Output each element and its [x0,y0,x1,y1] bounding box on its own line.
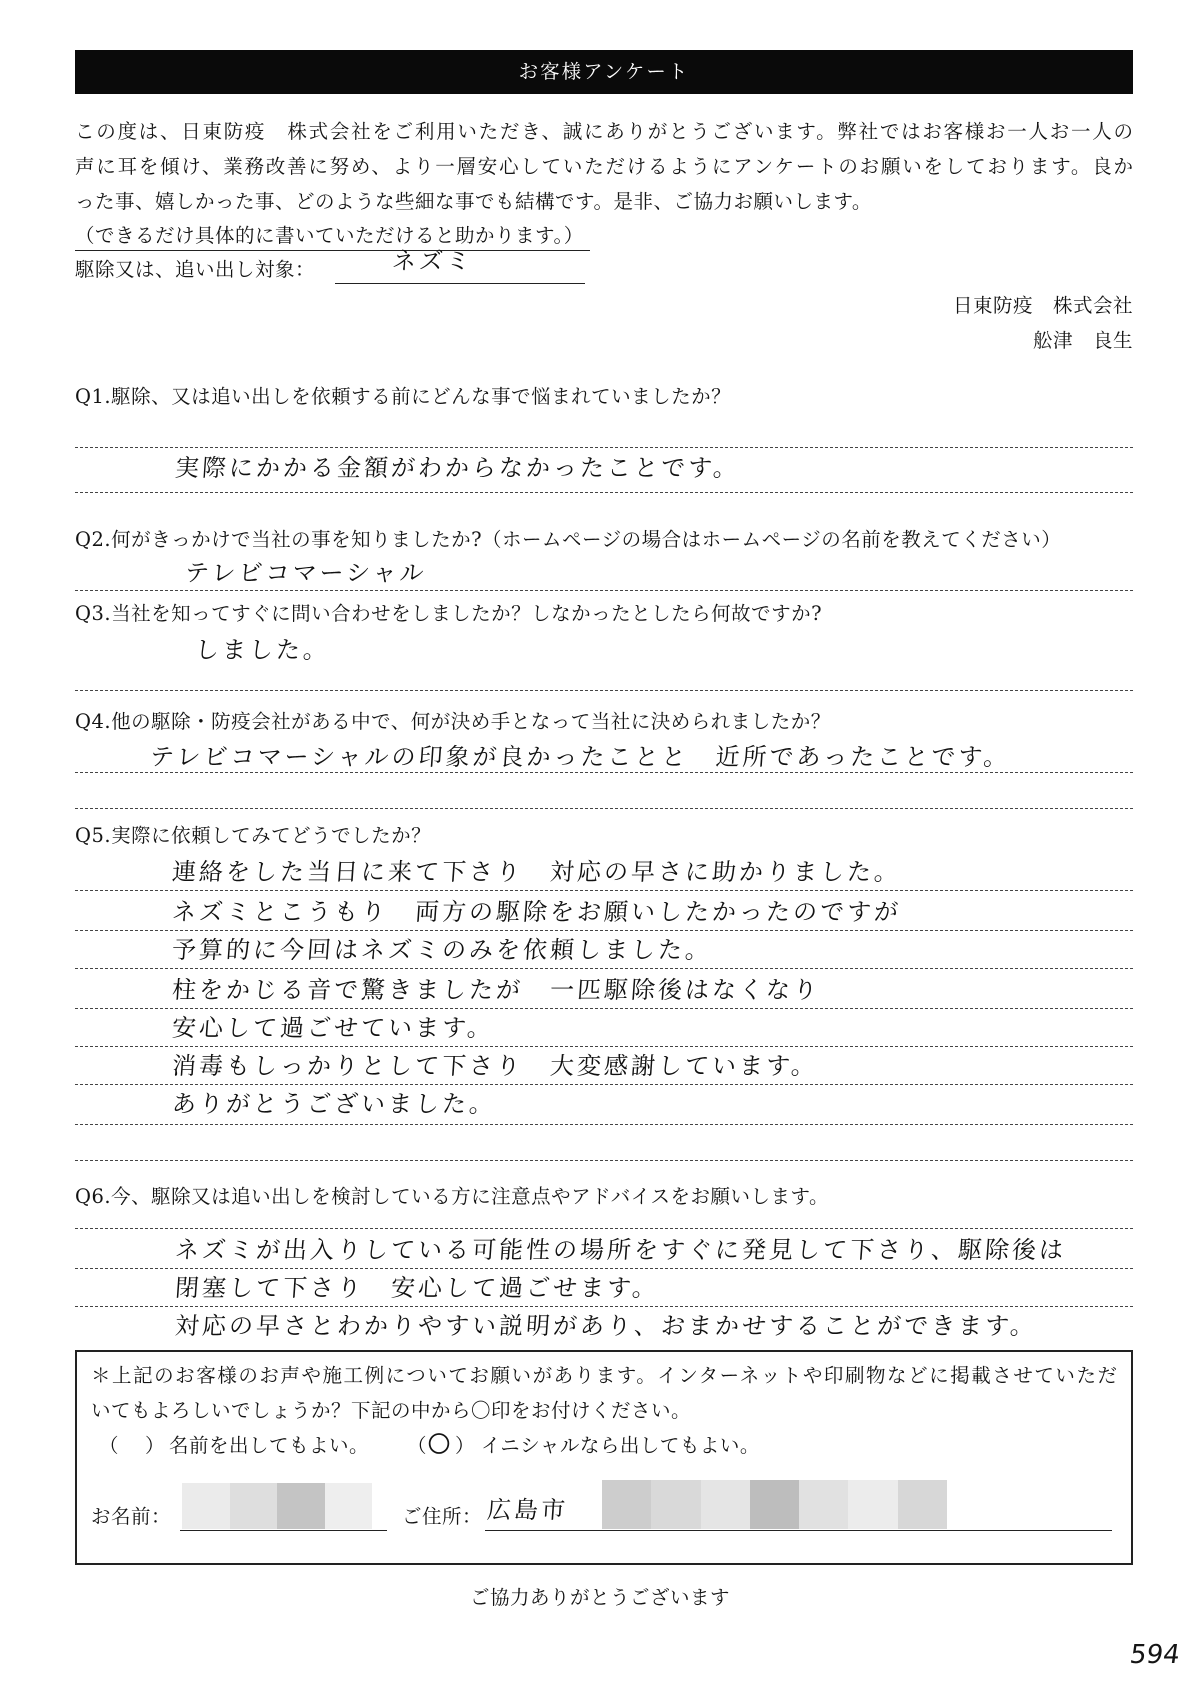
consent-box [75,1350,1133,1565]
question-5: Q5.実際に依頼してみてどうでしたか？ [75,824,432,847]
option-label: 名前を出してもよい。 [169,1434,370,1457]
answer-rule [75,1046,1133,1047]
intro-line: 声に耳を傾け、業務改善に努め、より一層安心していただけるようにアンケートのお願いをしております。良か [75,155,1133,178]
survey-title-bar [75,50,1133,94]
option-paren-close: ） [145,1434,166,1457]
staff-name: 舩津 良生 [1032,329,1133,352]
answer-5-line: 予算的に今回はネズミのみを依頼しました。 [171,936,713,964]
target-underline [335,283,585,284]
question-2: Q2.何がきっかけで当社の事を知りましたか?（ホームページの場合はホームページの名前を教えてください） [75,528,1062,551]
answer-rule [75,1084,1133,1085]
address-label: ご住所： [402,1505,483,1528]
answer-2-line: テレビコマーシャル [184,559,428,587]
answer-rule [75,1008,1133,1009]
option-paren-close: ） [455,1434,476,1457]
answer-rule [75,968,1133,969]
answer-5-line: 柱をかじる音で驚きましたが 一匹駆除後はなくなり [171,976,821,1004]
answer-1-line: 実際にかかる金額がわからなかったことです。 [174,454,742,482]
page-number-handwritten: 594 [1127,1640,1182,1670]
option-label: イニシャルなら出してもよい。 [481,1434,760,1457]
question-4: Q4.他の駆除・防疫会社がある中で、何が決め手となって当社に決められましたか？ [75,710,831,733]
question-6: Q6.今、駆除又は追い出しを検討している方に注意点やアドバイスをお願いします。 [75,1185,829,1208]
redacted-address-mosaic [602,1480,947,1529]
answer-rule [75,930,1133,931]
answer-rule [75,1228,1133,1229]
intro-line: この度は、日東防疫 株式会社をご利用いただき、誠にありがとうございます。弊社ではお客様お一人お一人の [75,120,1133,143]
answer-rule [75,447,1133,448]
consent-text-line: ＊上記のお客様のお声や施工例についてお願いがあります。インターネットや印刷物などに掲載させていただ [91,1364,1117,1387]
target-label: 駆除又は、追い出し対象： [75,258,316,281]
answer-rule [75,772,1133,773]
address-city-handwritten: 広島市 [486,1496,569,1524]
option-paren-open: （ [407,1434,428,1457]
answer-rule [75,590,1133,591]
answer-5-line: ありがとうございました。 [171,1090,497,1118]
answer-6-line: 閉塞して下さり 安心して過ごせます。 [174,1274,661,1302]
answer-4-line: テレビコマーシャルの印象が良かったことと 近所であったことです。 [149,743,1012,771]
consent-text-line: いてもよろしいでしょうか？下記の中から〇印をお付けください。 [91,1399,692,1422]
address-underline [485,1530,1112,1531]
answer-rule [75,1306,1133,1307]
answer-rule [75,808,1133,809]
question-1: Q1.駆除、又は追い出しを依頼する前にどんな事で悩まれていましたか？ [75,385,732,408]
question-3: Q3.当社を知ってすぐに問い合わせをしましたか？しなかったとしたら何故ですか? [75,602,823,625]
answer-rule [75,492,1133,493]
intro-line: った事、嬉しかった事、どのような些細な事でも結構です。是非、ご協力お願いします。 [75,190,872,213]
target-value-handwritten: ネズミ [391,247,474,275]
name-label: お名前： [91,1505,172,1528]
survey-title: お客様アンケート [518,60,690,83]
answer-rule [75,1160,1133,1161]
answer-5-line: 安心して過ごせています。 [171,1014,496,1042]
answer-5-line: ネズミとこうもり 両方の駆除をお願いしたかったのですが [171,898,902,926]
option-paren-open: （ [99,1434,120,1457]
thank-you-footer: ご協力ありがとうございます [469,1586,730,1609]
answer-6-line: ネズミが出入りしている可能性の場所をすぐに発見して下さり、駆除後は [174,1236,1067,1264]
name-underline [180,1530,387,1531]
option-circle-mark: 〇 [428,1433,451,1458]
answer-rule [75,1124,1133,1125]
answer-3-line: しました。 [194,636,331,664]
redacted-name-mosaic [182,1483,372,1529]
answer-5-line: 消毒もしっかりとして下さり 大変感謝しています。 [171,1052,820,1080]
answer-rule [75,1268,1133,1269]
answer-6-line: 対応の早さとわかりやすい説明があり、おまかせすることができます。 [174,1312,1039,1340]
instruction-note: （できるだけ具体的に書いていただけると助かります。） [75,222,590,251]
company-name: 日東防疫 株式会社 [952,294,1133,317]
answer-rule [75,890,1133,891]
answer-5-line: 連絡をした当日に来て下さり 対応の早さに助かりました。 [171,858,902,886]
answer-rule [75,690,1133,691]
